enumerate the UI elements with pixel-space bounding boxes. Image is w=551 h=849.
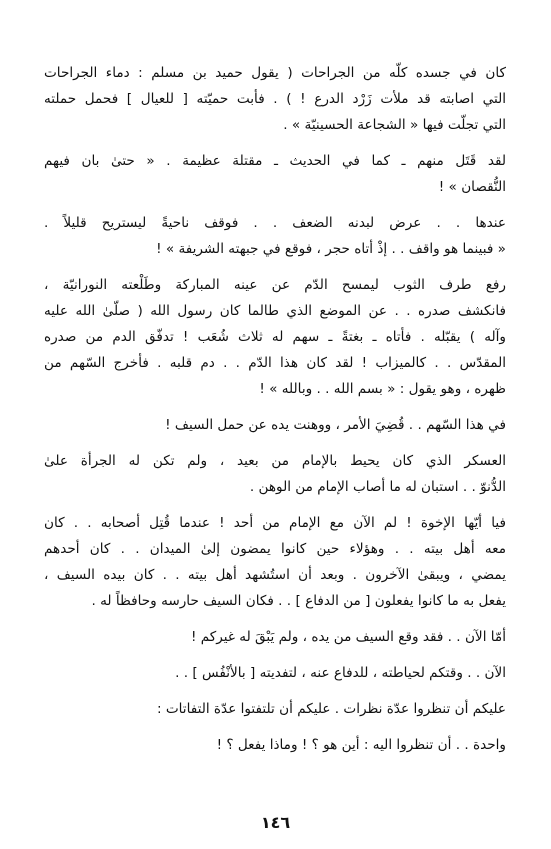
text-line: الآن . . وقتكم لحياطته ، للدفاع عنه ، لتفديته [ بالأنْفُس ] . . (175, 665, 506, 681)
paragraph-11 (44, 732, 506, 758)
text-line: في هذا السّهم . . قُضِيَ الأمر ، ووهنت يده عن حمل السيف ! (165, 417, 506, 433)
text-line: ظهره ، وهو يقول : « بسم الله . . وبالله » ! (259, 381, 506, 397)
text-line: يفعل به ما كانوا يفعلون [ من الدفاع ] . . فكان السيف حارسه وحافظاً له . (91, 593, 506, 609)
paragraph-2 (44, 148, 506, 200)
text-line: التي اصابته قد ملأت زَرْد الدرع ! ) . فأبت حميّته [ للعيال ] فحمل حملته (44, 91, 506, 107)
text-line: التي تجلّت فيها « الشجاعة الحسينيّة » . (283, 117, 506, 133)
text-line: فانكشف صدره . . عن الموضع الذي طالما كان رسول الله ( صلّىٰ الله عليه (44, 303, 506, 319)
paragraph-6 (44, 448, 506, 500)
text-line: لقد قَتَل منهم ـ كما في الحديث ـ مقتلة عظيمة . « حتىٰ بان فيهم (44, 153, 506, 169)
text-line: العسكر الذي كان يحيط بالإمام من بعيد ، ولم تكن له الجرأة علىٰ (44, 453, 506, 469)
text-line: كان في جسده كلّه من الجراحات ( يقول حميد بن مسلم : دماء الجراحات (44, 65, 506, 81)
text-line: « فبينما هو واقف . . إذْ أتاه حجر ، فوقع في جبهته الشريفة » ! (156, 241, 506, 257)
text-line: يمضي ، ويبقىٰ الآخرون . وبعد أن استُشهد أهل بيته . . كان بيده السيف ، (44, 567, 506, 583)
text-line: عندها . . عرض لبدنه الضعف . . فوقف ناحيةً ليستريح قليلاً . (44, 215, 506, 231)
page-number: ١٤٦ (260, 813, 291, 832)
paragraph-4 (44, 272, 506, 402)
paragraph-5 (44, 412, 506, 438)
text-line: رفع طرف الثوب ليمسح الدّم عن عينه المباركة وطَلْعته النورانيّة ، (44, 277, 506, 293)
text-line: فيا أيّها الإخوة ! لم الآن مع الإمام من أحد ! عندما قُتِل أصحابه . . كان (44, 515, 506, 531)
text-line: الدُّنوّ . . استبان له ما أصاب الإمام من الوهن . (249, 479, 506, 495)
text-line: المقدّس . . كالميزاب ! لقد كان هذا الدّم . . دم قلبه . فأخرج السّهم من (44, 355, 506, 371)
text-line: أمّا الآن . . فقد وقع السيف من يده ، ولم يَبْقَ له غيركم ! (190, 629, 506, 645)
paragraph-9 (44, 660, 506, 686)
body-text (44, 60, 506, 758)
paragraph-3 (44, 210, 506, 262)
paragraph-1 (44, 60, 506, 138)
text-line: عليكم أن تنظروا عدّة نظرات . عليكم أن تلتفتوا عدّة التفاتات : (156, 701, 506, 717)
paragraph-8 (44, 624, 506, 650)
paragraph-7 (44, 510, 506, 614)
text-line: معه أهل بيته . . وهؤلاء حين كانوا يمضون إلىٰ الميدان . . كان أحدهم (44, 541, 506, 557)
text-line: النُّقصان » ! (438, 179, 506, 195)
text-line: واحدة . . أن تنظروا اليه : أين هو ؟ ! وماذا يفعل ؟ ! (216, 737, 506, 753)
paragraph-10 (44, 696, 506, 722)
text-line: وآله ) يقبّله . فأتاه ـ بغتةً ـ سهم له ثلاث شُعَب ! تدفّق الدم من صدره (44, 329, 506, 345)
